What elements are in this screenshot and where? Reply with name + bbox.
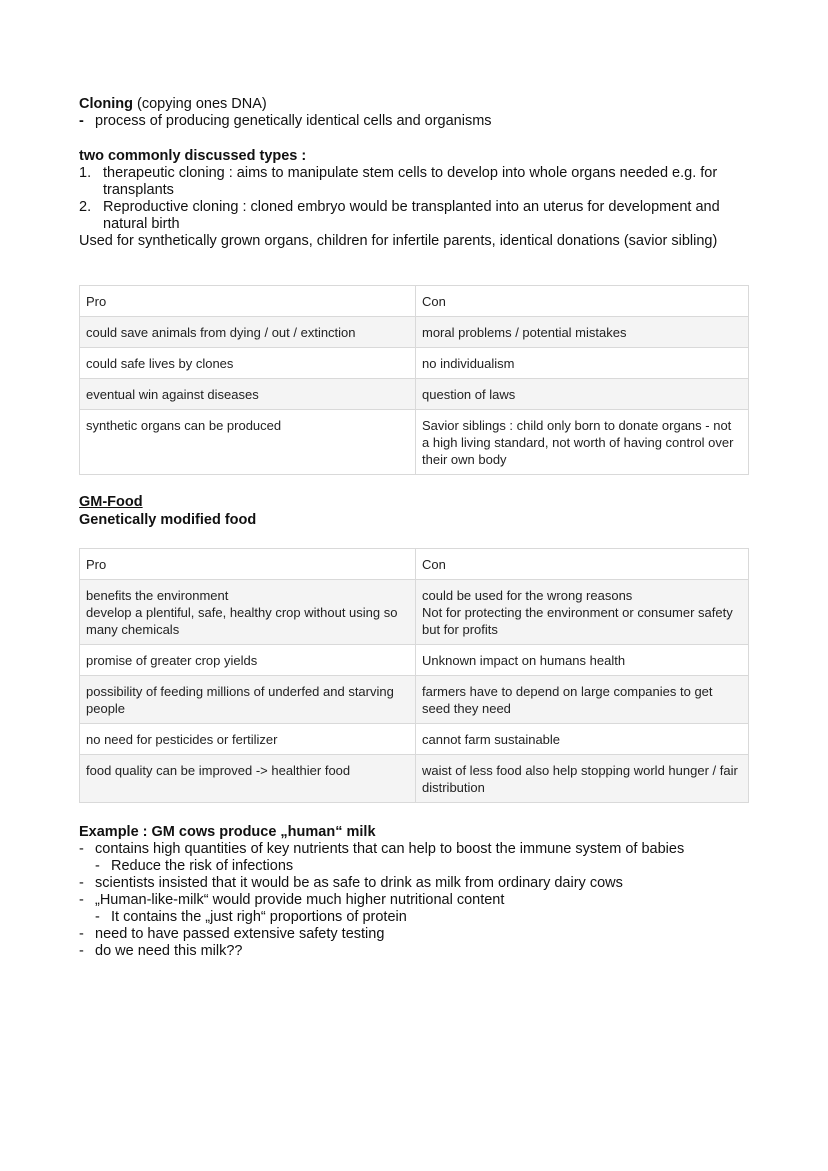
table-row: eventual win against diseases question of laws xyxy=(80,379,749,410)
example-heading: Example : GM cows produce „human“ milk xyxy=(79,824,376,840)
header-con: Con xyxy=(416,286,749,317)
type-item-1: 1. therapeutic cloning : aims to manipulate stem cells to develop into whole organs needed e.g. for transplants xyxy=(79,165,718,198)
header-pro: Pro xyxy=(80,549,416,580)
table-header-row xyxy=(80,549,749,580)
table-row: could save animals from dying / out / extinction moral problems / potential mistakes xyxy=(80,317,749,348)
table-row: could safe lives by clones no individualism xyxy=(80,348,749,379)
cloning-pro-con-table xyxy=(79,285,749,475)
dash-bullet: - xyxy=(95,909,100,925)
list-item: - It contains the „just righ“ proportions of protein xyxy=(95,909,407,925)
list-item: - Reduce the risk of infections xyxy=(95,858,294,874)
cloning-title-suffix: (copying ones DNA) xyxy=(132,96,267,112)
example-points xyxy=(79,841,749,960)
dash-bullet: - xyxy=(95,858,100,874)
cloning-usage: Used for synthetically grown organs, children for infertile parents, identical donations (savior sibling) xyxy=(79,233,718,249)
gmfood-subtitle: Genetically modified food xyxy=(79,512,257,528)
cloning-definition: - process of producing genetically identical cells and organisms xyxy=(79,113,492,129)
dash-bullet: - xyxy=(79,875,84,891)
dash-bullet: - xyxy=(79,113,84,129)
list-item: - contains high quantities of key nutrients that can help to boost the immune system of babies xyxy=(79,841,685,857)
list-item: - do we need this milk?? xyxy=(79,943,243,959)
header-pro: Pro xyxy=(80,286,416,317)
dash-bullet: - xyxy=(79,841,84,857)
table-row: possibility of feeding millions of underfed and starving people farmers have to depend on large companies to get seed they need xyxy=(80,676,749,724)
dash-bullet: - xyxy=(79,943,84,959)
types-heading: two commonly discussed types : xyxy=(79,148,307,164)
table-row: synthetic organs can be produced Savior siblings : child only born to donate organs - not a high living standard, not worth of having control over their own body xyxy=(80,410,749,475)
table-header-row xyxy=(80,286,749,317)
table-row: no need for pesticides or fertilizer cannot farm sustainable xyxy=(80,724,749,755)
gmfood-title: GM-Food xyxy=(79,494,143,510)
list-item: - „Human-like-milk“ would provide much higher nutritional content xyxy=(79,892,505,908)
list-item: - need to have passed extensive safety testing xyxy=(79,926,385,942)
table-row: food quality can be improved -> healthier food waist of less food also help stopping world hunger / fair distribution xyxy=(80,755,749,803)
type-item-2: 2. Reproductive cloning : cloned embryo would be transplanted into an uterus for development and natural birth xyxy=(79,199,720,232)
cloning-title: Cloning xyxy=(79,96,133,112)
dash-bullet: - xyxy=(79,926,84,942)
table-row: promise of greater crop yields Unknown impact on humans health xyxy=(80,645,749,676)
cloning-title-line xyxy=(79,96,749,113)
header-con: Con xyxy=(416,549,749,580)
list-item: - scientists insisted that it would be as safe to drink as milk from ordinary dairy cows xyxy=(79,875,623,891)
dash-bullet: - xyxy=(79,892,84,908)
document-page xyxy=(79,96,749,960)
table-row: benefits the environment develop a plentiful, safe, healthy crop without using so many chemicals could be used for the wrong reasons Not for protecting the environment or consumer safety but for profits xyxy=(80,580,749,645)
gmfood-pro-con-table xyxy=(79,548,749,803)
